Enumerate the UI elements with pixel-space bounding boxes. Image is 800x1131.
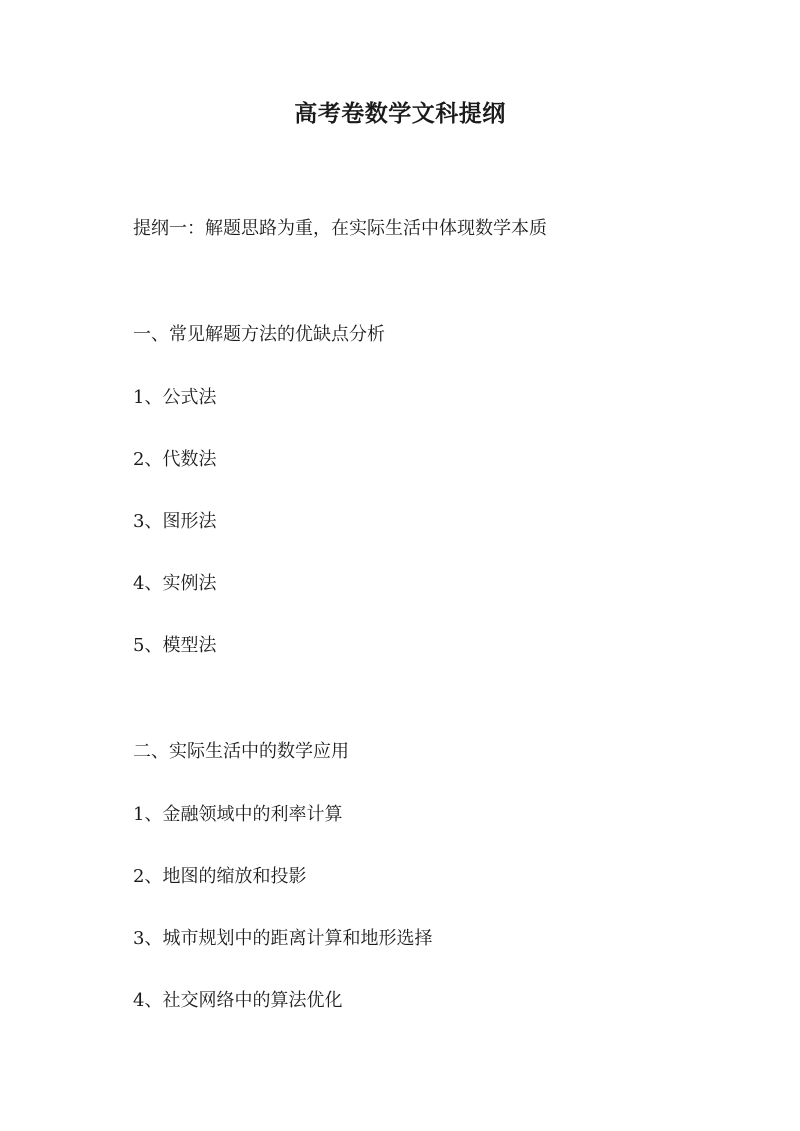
list-item: 2、地图的缩放和投影 xyxy=(133,866,307,887)
list-item: 4、社交网络中的算法优化 xyxy=(133,990,343,1011)
document-title: 高考卷数学文科提纲 xyxy=(294,100,506,127)
list-item: 3、图形法 xyxy=(133,511,217,532)
list-item: 3、城市规划中的距离计算和地形选择 xyxy=(133,928,433,949)
list-item: 1、公式法 xyxy=(133,387,217,408)
section1-heading: 一、常见解题方法的优缺点分析 xyxy=(133,324,385,345)
list-item: 2、代数法 xyxy=(133,449,217,470)
list-item: 1、金融领域中的利率计算 xyxy=(133,804,343,825)
list-item: 4、实例法 xyxy=(133,573,217,594)
list-item: 5、模型法 xyxy=(133,635,217,656)
outline-heading: 提纲一：解题思路为重，在实际生活中体现数学本质 xyxy=(133,218,547,239)
section2-heading: 二、实际生活中的数学应用 xyxy=(133,741,349,762)
